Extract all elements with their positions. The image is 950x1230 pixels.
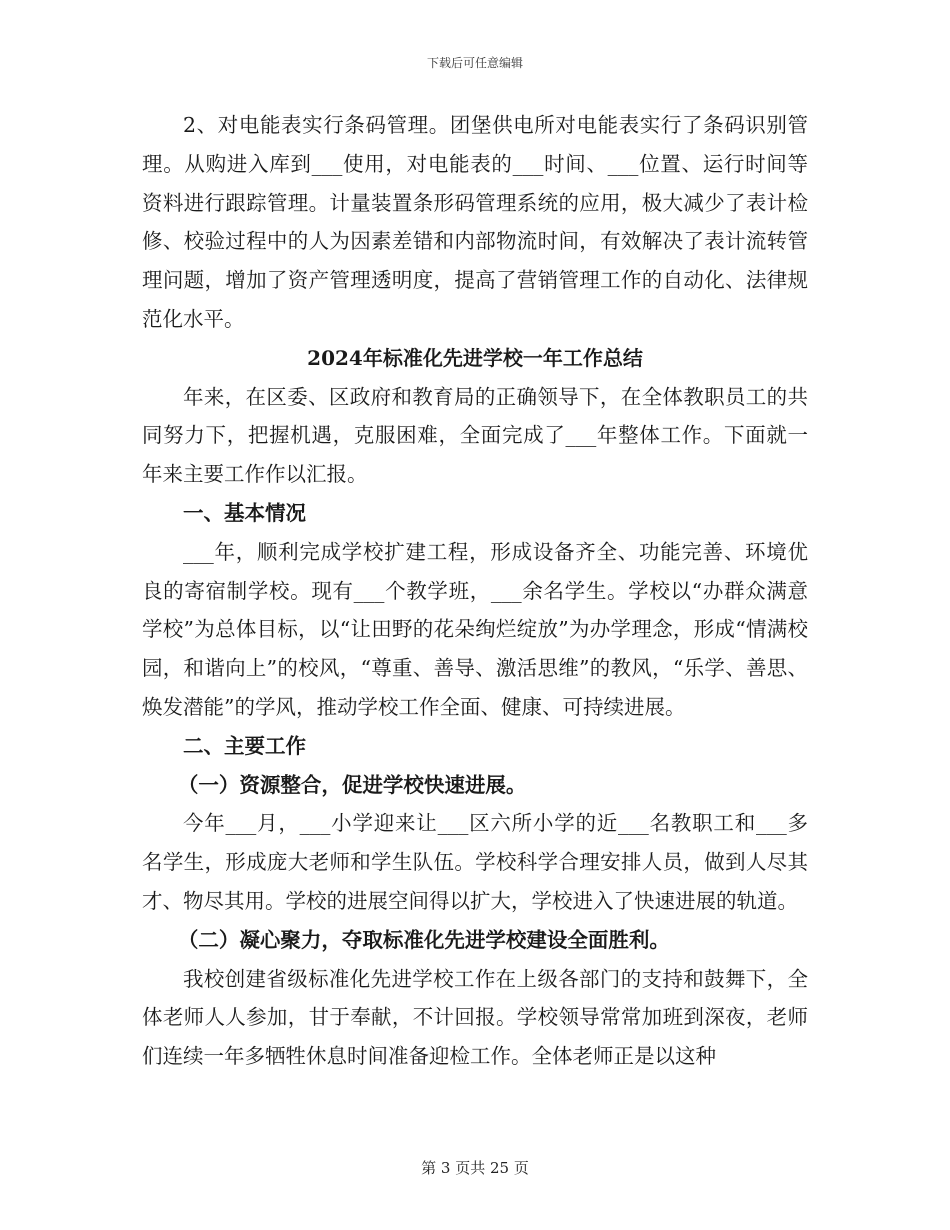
page-header: 下载后可任意编辑 — [426, 56, 523, 70]
heading-basic-situation: 一、基本情况 — [183, 500, 306, 525]
document-title: 2024年标准化先进学校一年工作总结 — [307, 345, 643, 370]
paragraph-barcode-management: 2、对电能表实行条码管理。团堡供电所对电能表实行了条码识别管理。从购进入库到___使用，对电能表的___时间、___位置、运行时间等资料进行跟踪管理。计量装置条形码管理系统的应用，极大减少了表计检修、校验过程中的人为因素差错和内部物流时间，有效解决了表计流转管理问题，增加了资产管理透明度，提高了营销管理工作的自动化、法律规范化水平。 — [142, 113, 808, 331]
subheading-standardization: （二）凝心聚力，夺取标准化先进学校建设全面胜利。 — [177, 927, 670, 952]
subheading-resource-integration: （一）资源整合，促进学校快速进展。 — [177, 772, 527, 797]
document-body — [142, 106, 808, 1076]
paragraph-basic-situation: ___年，顺利完成学校扩建工程，形成设备齐全、功能完善、环境优良的寄宿制学校。现有___个教学班，___余名学生。学校以“办群众满意学校”为总体目标，以“让田野的花朵绚烂绽放”为办学理念，形成“情满校园，和谐向上”的校风，“尊重、善导、激活思维”的教风，“乐学、善思、焕发潜能”的学风，推动学校工作全面、健康、可持续进展。 — [142, 539, 808, 719]
page-footer: 第 3 页共 25 页 — [421, 1159, 529, 1177]
paragraph-resource-integration: 今年___月，___小学迎来让___区六所小学的近___名教职工和___多名学生，形成庞大老师和学生队伍。学校科学合理安排人员，做到人尽其才、物尽其用。学校的进展空间得以扩大，学校进入了快速进展的轨道。 — [142, 811, 808, 913]
paragraph-intro: 年来，在区委、区政府和教育局的正确领导下，在全体教职员工的共同努力下，把握机遇，克服困难，全面完成了___年整体工作。下面就一年来主要工作作以汇报。 — [142, 384, 808, 487]
paragraph-standardization: 我校创建省级标准化先进学校工作在上级各部门的支持和鼓舞下，全体老师人人参加，甘于奉献，不计回报。学校领导常常加班到深夜，老师们连续一年多牺牲休息时间准备迎检工作。全体老师正是以这种 — [142, 966, 808, 1069]
heading-main-work: 二、主要工作 — [183, 733, 306, 758]
